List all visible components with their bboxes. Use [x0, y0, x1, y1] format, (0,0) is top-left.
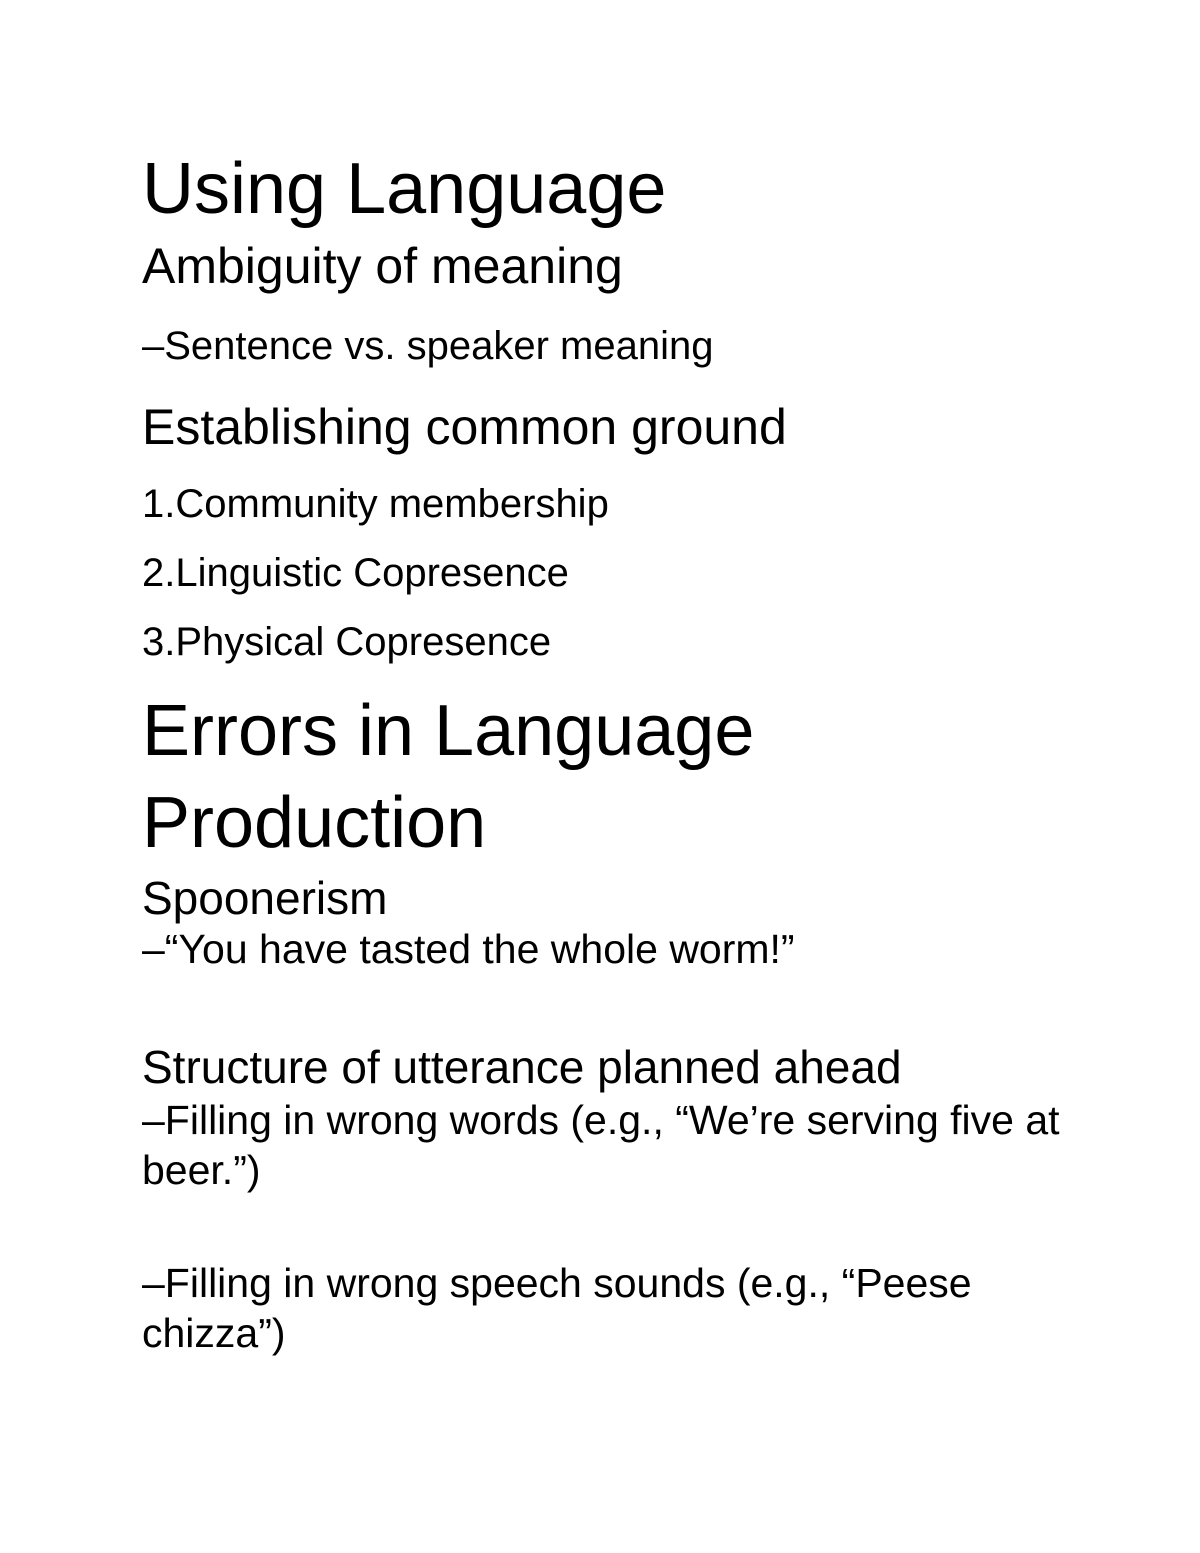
list-item-physical-copresence: 3.Physical Copresence — [142, 620, 552, 664]
heading-structure-planned-ahead: Structure of utterance planned ahead — [142, 1041, 902, 1093]
subpoint-wrong-words: –Filling in wrong words (e.g., “We’re serving five at beer.”) — [142, 1097, 1060, 1194]
heading-establishing-common-ground: Establishing common ground — [142, 399, 787, 455]
subpoint-sentence-vs-speaker: –Sentence vs. speaker meaning — [142, 324, 714, 368]
list-item-community-membership: 1.Community membership — [142, 482, 609, 526]
heading-spoonerism: Spoonerism — [142, 872, 388, 924]
section-title-using-language: Using Language — [142, 149, 667, 229]
section-title-errors-line2: Production — [142, 783, 487, 863]
subpoint-spoonerism-example: –“You have tasted the whole worm!” — [142, 926, 795, 972]
subpoint-wrong-speech-sounds: –Filling in wrong speech sounds (e.g., “Peese chizza”) — [142, 1260, 972, 1357]
heading-ambiguity-of-meaning: Ambiguity of meaning — [142, 238, 623, 294]
list-item-linguistic-copresence: 2.Linguistic Copresence — [142, 551, 569, 595]
section-title-errors-line1: Errors in Language — [142, 691, 755, 771]
